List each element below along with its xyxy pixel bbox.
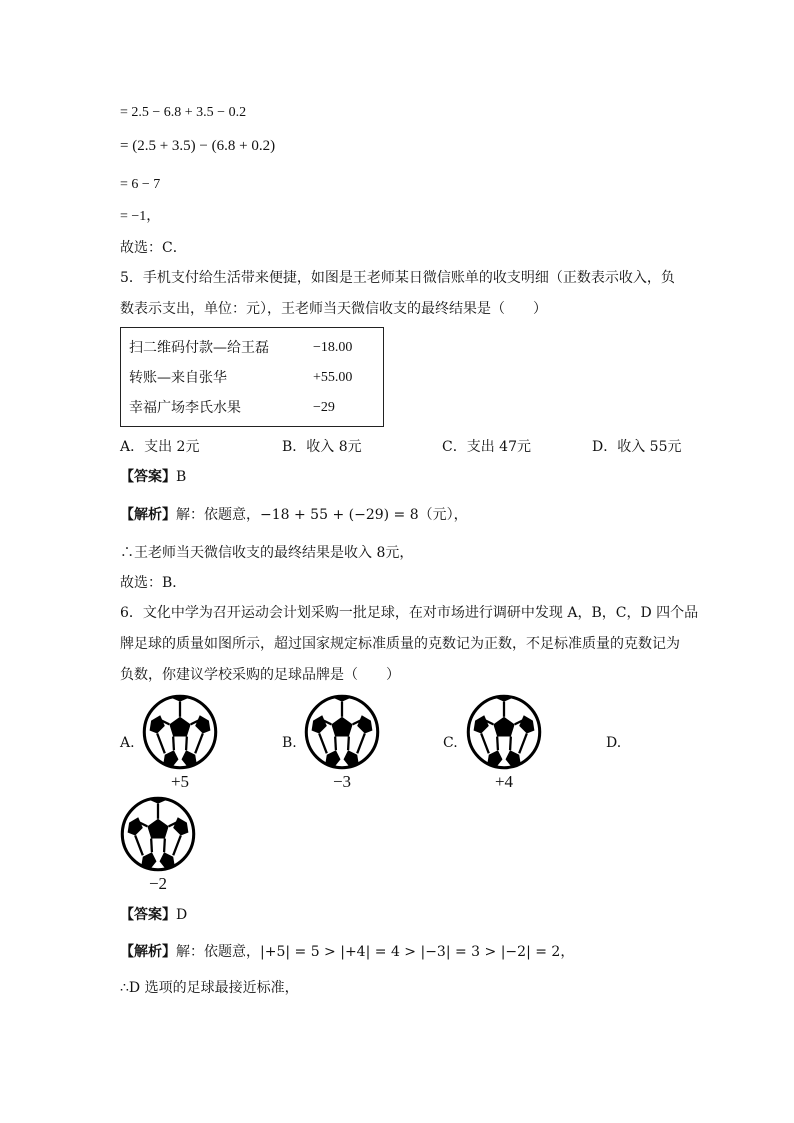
solution-step-3: = 6 − 7 — [120, 177, 161, 192]
ball-d-label: D. — [606, 735, 622, 751]
soccer-ball-icon — [466, 694, 542, 770]
q5-stem-line-1: 5．手机支付给生活带来便捷，如图是王老师某日微信账单的收支明细（正数表示收入，负 — [120, 270, 675, 286]
analysis-tag: 【解析】 — [120, 507, 176, 523]
ball-a-label: A. — [120, 735, 135, 751]
q5-conclusion: ∴王老师当天微信收支的最终结果是收入 8元， — [120, 545, 414, 561]
q6-answer — [120, 905, 187, 925]
analysis-text: 解：依题意，|+5| = 5 > |+4| = 4 > |−3| = 3 > |−2| = 2， — [176, 944, 575, 960]
solution-step-2: = (2.5 + 3.5) − (6.8 + 0.2) — [120, 138, 276, 154]
ball-b-value: −3 — [332, 772, 352, 791]
ball-b-label: B. — [282, 735, 297, 751]
q5-bill-table — [120, 327, 384, 427]
q5-option-d: D．收入 55元 — [592, 439, 682, 455]
soccer-ball-icon — [120, 796, 196, 872]
soccer-ball-icon — [304, 694, 380, 770]
answer-tag: 【答案】 — [120, 469, 176, 485]
answer-value: B — [176, 469, 187, 485]
q5-answer — [120, 467, 186, 487]
q5-option-a: A．支出 2元 — [120, 439, 200, 455]
answer-tag: 【答案】 — [120, 907, 176, 923]
q6-analysis — [120, 942, 574, 962]
q6-conclusion: ∴D 选项的足球最接近标准， — [120, 980, 299, 996]
q5-analysis — [120, 505, 468, 525]
ball-c-label: C. — [443, 735, 458, 751]
bill-row-label: 扫二维码付款—给王磊 — [129, 340, 269, 356]
q6-stem-line-1: 6．文化中学为召开运动会计划采购一批足球，在对市场进行调研中发现 A，B，C，D 四个品 — [120, 605, 699, 621]
q5-stem-line-2: 数表示支出，单位：元），王老师当天微信收支的最终结果是（ ） — [120, 301, 547, 317]
q6-stem-line-3: 负数，你建议学校采购的足球品牌是（ ） — [120, 667, 400, 683]
q5-option-b: B．收入 8元 — [282, 439, 362, 455]
q6-stem-line-2: 牌足球的质量如图所示，超过国家规定标准质量的克数记为正数，不足标准质量的克数记为 — [120, 636, 680, 652]
solution-step-4: = −1， — [120, 209, 161, 224]
analysis-tag: 【解析】 — [120, 944, 176, 960]
bill-row-label: 幸福广场李氏水果 — [129, 400, 241, 416]
ball-c-value: +4 — [494, 772, 514, 791]
ball-d-value: −2 — [148, 874, 168, 893]
q5-choice: 故选：B． — [120, 575, 187, 591]
bill-row-value: −29 — [313, 400, 335, 415]
answer-value: D — [176, 907, 188, 923]
analysis-text: 解：依题意，−18 + 55 + (−29) = 8（元）， — [176, 507, 468, 523]
bill-row-label: 转账—来自张华 — [129, 370, 227, 386]
q5-option-c: C．支出 47元 — [442, 439, 531, 455]
bill-row-value: −18.00 — [313, 340, 353, 355]
soccer-ball-icon — [142, 694, 218, 770]
bill-row-value: +55.00 — [313, 370, 353, 385]
solution-step-1: = 2.5 − 6.8 + 3.5 − 0.2 — [120, 105, 247, 120]
ball-a-value: +5 — [170, 772, 190, 791]
solution-choice: 故选：C． — [120, 240, 187, 256]
